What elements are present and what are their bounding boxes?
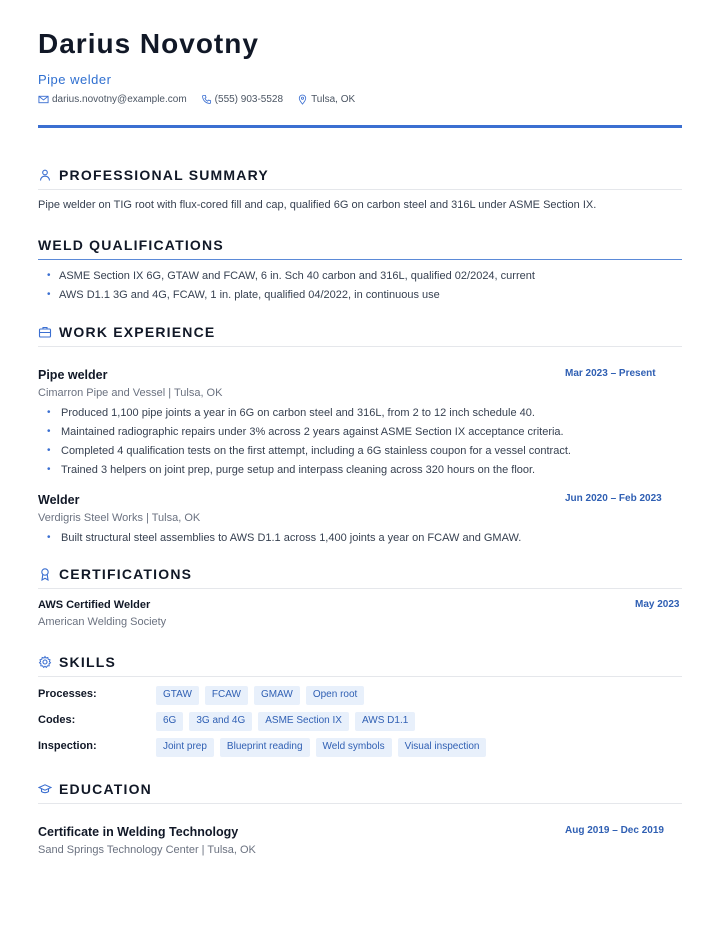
qualifications-list — [38, 269, 535, 307]
job-org: Verdigris Steel Works | Tulsa, OK — [38, 512, 201, 524]
job-org: Cimarron Pipe and Vessel | Tulsa, OK — [38, 387, 223, 399]
candidate-role: Pipe welder — [38, 72, 112, 87]
skill-tag: Blueprint reading — [220, 738, 310, 757]
summary-heading — [38, 167, 682, 190]
certification-name: AWS Certified Welder — [38, 599, 151, 611]
email-contact[interactable] — [38, 94, 187, 105]
phone-contact[interactable] — [201, 94, 283, 105]
skill-tag: 6G — [156, 712, 183, 731]
skill-tag: GTAW — [156, 686, 199, 705]
job-dates: Mar 2023 – Present — [565, 368, 656, 379]
education-school: Sand Springs Technology Center | Tulsa, OK — [38, 844, 256, 856]
award-ribbon-icon — [38, 567, 52, 581]
email-text: darius.novotny@example.com — [52, 94, 187, 105]
job-dates: Jun 2020 – Feb 2023 — [565, 493, 662, 504]
education-dates: Aug 2019 – Dec 2019 — [565, 825, 664, 836]
list-item: • Built structural steel assemblies to AWS D1.1 across 1,400 joints a year on FCAW and GMAW. — [38, 531, 521, 550]
skill-tag: Open root — [306, 686, 364, 705]
skill-tag: Visual inspection — [398, 738, 487, 757]
education-heading — [38, 781, 682, 804]
experience-heading — [38, 324, 682, 347]
briefcase-icon — [38, 325, 52, 339]
gear-icon — [38, 655, 52, 669]
skill-tag: FCAW — [205, 686, 248, 705]
job-title: Pipe welder — [38, 368, 108, 382]
skill-tag: AWS D1.1 — [355, 712, 415, 731]
education-title: EDUCATION — [59, 781, 152, 797]
qualifications-heading — [38, 237, 682, 260]
location-text: Tulsa, OK — [311, 94, 356, 105]
location-pin-icon — [297, 94, 308, 105]
skill-tags — [156, 738, 486, 757]
candidate-name: Darius Novotny — [38, 28, 259, 59]
certifications-heading — [38, 566, 682, 589]
skill-tags — [156, 712, 415, 731]
qualifications-title: WELD QUALIFICATIONS — [38, 237, 224, 253]
skill-tag: 3G and 4G — [189, 712, 252, 731]
skill-tag: GMAW — [254, 686, 300, 705]
skills-title: SKILLS — [59, 654, 116, 670]
header-divider — [38, 125, 682, 128]
phone-icon — [201, 94, 212, 105]
contact-info — [38, 94, 355, 105]
skill-tag: ASME Section IX — [258, 712, 349, 731]
phone-text: (555) 903-5528 — [214, 94, 284, 105]
job-bullets — [38, 406, 571, 482]
list-item: • Completed 4 qualification tests on the first attempt, including a 6G stainless coupon for a vessel contract. — [38, 444, 571, 463]
skill-tag: Weld symbols — [316, 738, 392, 757]
certifications-title: CERTIFICATIONS — [59, 566, 193, 582]
skill-group-label: Inspection: — [38, 740, 97, 752]
summary-text: Pipe welder on TIG root with flux-cored fill and cap, qualified 6G on carbon steel and 316L under ASME Section IX. — [38, 199, 597, 211]
certification-date: May 2023 — [635, 599, 680, 610]
skill-group-label: Processes: — [38, 688, 97, 700]
list-item: • Maintained radiographic repairs under 3% across 2 years against ASME Section IX acceptance criteria. — [38, 425, 571, 444]
list-item: • Produced 1,100 pipe joints a year in 6G on carbon steel and 316L, from 2 to 12 inch schedule 40. — [38, 406, 571, 425]
list-item: • AWS D1.1 3G and 4G, FCAW, 1 in. plate, qualified 04/2022, in continuous use — [38, 288, 535, 307]
location-contact — [297, 94, 355, 105]
graduation-cap-icon — [38, 782, 52, 796]
education-degree: Certificate in Welding Technology — [38, 825, 239, 839]
job-bullets — [38, 531, 521, 550]
summary-title: PROFESSIONAL SUMMARY — [59, 167, 269, 183]
skill-tags — [156, 686, 364, 705]
list-item: • ASME Section IX 6G, GTAW and FCAW, 6 in. Sch 40 carbon and 316L, qualified 02/2024, current — [38, 269, 535, 288]
experience-title: WORK EXPERIENCE — [59, 324, 216, 340]
user-icon — [38, 168, 52, 182]
skill-tag: Joint prep — [156, 738, 214, 757]
mail-icon — [38, 94, 49, 105]
skill-group-label: Codes: — [38, 714, 76, 726]
job-title: Welder — [38, 493, 80, 507]
list-item: • Trained 3 helpers on joint prep, purge setup and interpass cleaning across 320 hours on the floor. — [38, 463, 571, 482]
skills-heading — [38, 654, 682, 677]
certification-issuer: American Welding Society — [38, 616, 167, 628]
